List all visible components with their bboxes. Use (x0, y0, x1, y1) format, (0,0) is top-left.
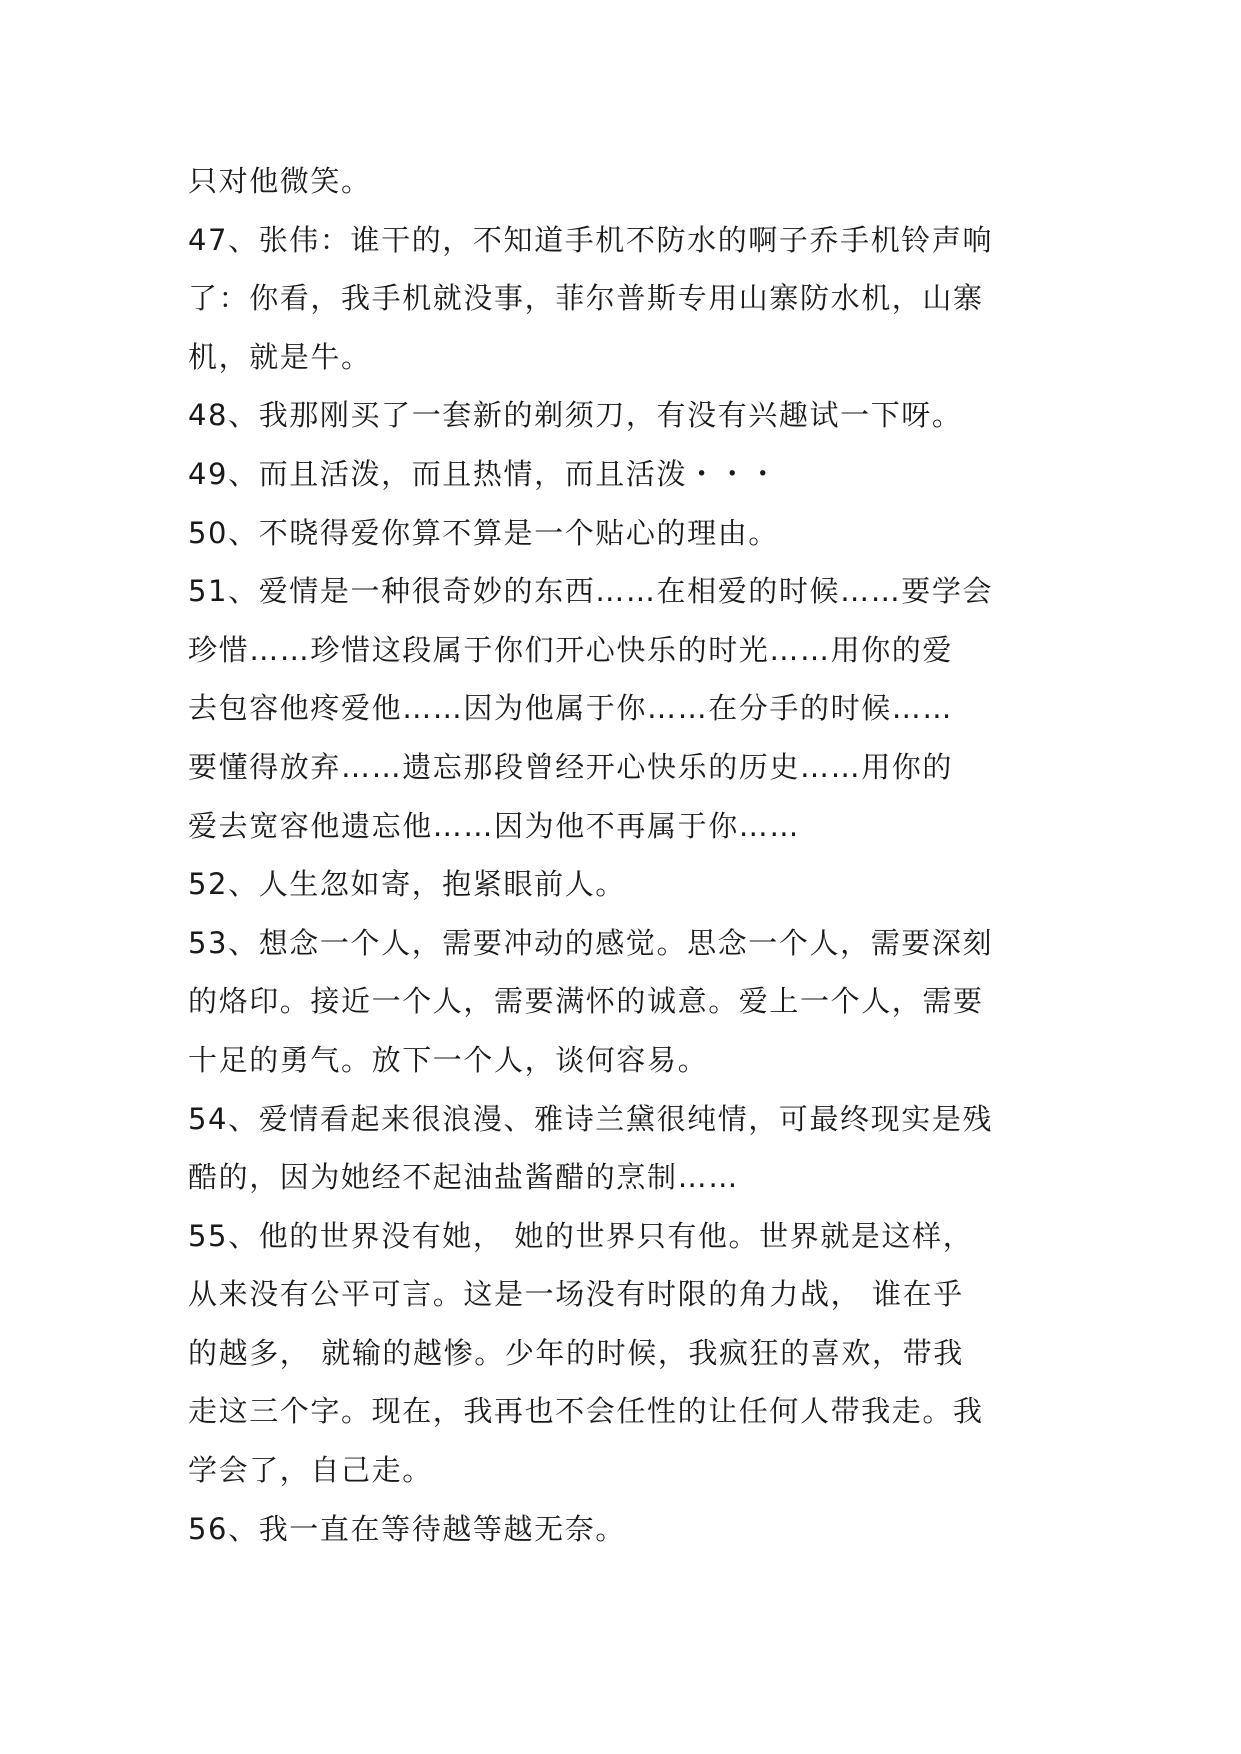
text-line: 酷的，因为她经不起油盐酱醋的烹制…… (188, 1160, 739, 1195)
text-line: 走这三个字。现在，我再也不会任性的让任何人带我走。我 (188, 1394, 984, 1429)
text-line: 十足的勇气。放下一个人，谈何容易。 (188, 1042, 709, 1077)
text-line: 50、不晓得爱你算不算是一个贴心的理由。 (188, 515, 779, 550)
text-line: 的烙印。接近一个人，需要满怀的诚意。爱上一个人，需要 (188, 984, 984, 1019)
document-body (188, 152, 1052, 1558)
text-line: 51、爱情是一种很奇妙的东西……在相爱的时候……要学会 (188, 574, 994, 609)
text-line: 学会了，自己走。 (188, 1453, 433, 1488)
text-line: 珍惜……珍惜这段属于你们开心快乐的时光……用你的爱 (188, 632, 954, 667)
text-line: 56、我一直在等待越等越无奈。 (188, 1511, 626, 1546)
text-line: 52、人生忽如寄，抱紧眼前人。 (188, 867, 626, 902)
text-line: 49、而且活泼，而且热情，而且活泼・・・ (188, 456, 779, 491)
text-line: 要懂得放弃……遗忘那段曾经开心快乐的历史……用你的 (188, 749, 954, 784)
text-line: 了：你看，我手机就没事，菲尔普斯专用山寨防水机，山寨 (188, 281, 984, 316)
text-line: 54、爱情看起来很浪漫、雅诗兰黛很纯情，可最终现实是残 (188, 1101, 994, 1136)
text-line: 48、我那刚买了一套新的剃须刀，有没有兴趣试一下呀。 (188, 398, 963, 433)
text-line: 爱去宽容他遗忘他……因为他不再属于你…… (188, 808, 801, 843)
text-line: 只对他微笑。 (188, 164, 372, 198)
text-line: 47、张伟：谁干的，不知道手机不防水的啊子乔手机铃声响 (188, 222, 994, 257)
text-line: 的越多， 就输的越惨。少年的时候，我疯狂的喜欢，带我 (188, 1335, 964, 1370)
text-line: 55、他的世界没有她， 她的世界只有他。世界就是这样， (188, 1218, 974, 1253)
text-line: 从来没有公平可言。这是一场没有时限的角力战， 谁在乎 (188, 1277, 964, 1312)
text-line: 53、想念一个人，需要冲动的感觉。思念一个人，需要深刻 (188, 925, 994, 960)
text-line: 机，就是牛。 (188, 339, 372, 374)
text-line: 去包容他疼爱他……因为他属于你……在分手的时候…… (188, 691, 954, 726)
